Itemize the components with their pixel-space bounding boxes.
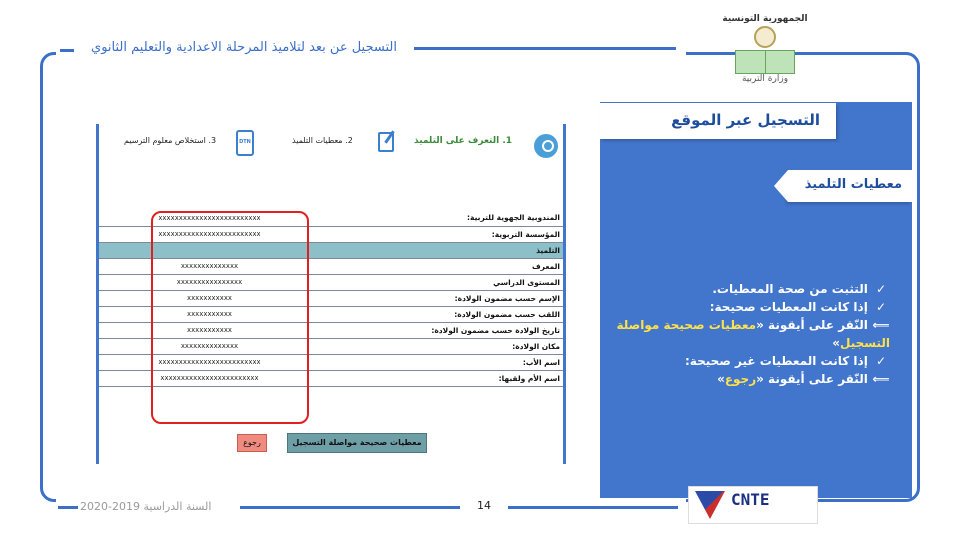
instruction-item (612, 316, 890, 352)
footer-line (508, 506, 678, 509)
field-value: xxxxxxxxxxxxxxxx (99, 274, 403, 290)
field-value: xxxxxxxxxxxxxx (99, 338, 403, 354)
step-3: 3. استخلاص معلوم الترسيم (124, 136, 217, 145)
field-value: xxxxxxxxxxxxxxxxxxxxxxxxx (99, 210, 403, 226)
field-label: تاريخ الولادة حسب مضمون الولادة: (403, 322, 563, 338)
step-1: 1. التعرف على التلميذ (414, 136, 513, 146)
instruction-item (612, 280, 890, 298)
field-label: المندوبية الجهوية للتربية: (403, 210, 563, 226)
phone-dtn-icon: DTN (236, 130, 254, 156)
field-label: اللقب حسب مضمون الولادة: (403, 306, 563, 322)
double-arrow-icon: ⟸ (872, 318, 890, 332)
school-year: السنة الدراسية 2019-2020 (80, 500, 212, 513)
instruction-text: النّقر على أيقونة « (756, 372, 868, 386)
header-line (414, 47, 676, 50)
check-icon: ✓ (875, 300, 887, 314)
step-2: 2. معطيات التلميذ (292, 136, 353, 145)
instruction-text: التثبت من صحة المعطيات. (712, 282, 868, 296)
instruction-highlight: رجوع (724, 372, 757, 386)
field-value: xxxxxxxxxxx (99, 322, 403, 338)
field-label: الإسم حسب مضمون الولادة: (403, 290, 563, 306)
header-dash (60, 49, 74, 52)
search-card-icon (534, 134, 558, 158)
cnte-logo (688, 486, 818, 524)
field-value: xxxxxxxxxxx (99, 306, 403, 322)
check-icon: ✓ (875, 354, 887, 368)
side-panel-subtitle: معطيات التلميذ (788, 170, 912, 202)
instruction-item (612, 298, 890, 316)
seal-icon (754, 26, 776, 48)
instruction-text: إذا كانت المعطيات صحيحة: (709, 300, 868, 314)
field-value: xxxxxxxxxxxxxxxxxxxxxxxxx (99, 226, 403, 242)
instruction-text: إذا كانت المعطيات غير صحيحة: (685, 354, 868, 368)
field-value: xxxxxxxxxxxxxxxxxxxxxxxxx (99, 354, 403, 370)
field-value: xxxxxxxxxxxxxx (99, 258, 403, 274)
footer-line (58, 506, 78, 509)
field-label: المؤسسة التربوية: (403, 226, 563, 242)
side-panel-title: التسجيل عبر الموقع (600, 103, 836, 139)
instruction-item (612, 352, 890, 370)
ministry-logo (715, 14, 815, 88)
registration-steps (96, 128, 566, 168)
instruction-text: النّقر على أيقونة « (756, 318, 868, 332)
field-label: اسم الأب: (403, 354, 563, 370)
field-value: xxxxxxxxxxxxxxxxxxxxxxxx (99, 370, 403, 386)
republic-label: الجمهورية التونسية (722, 14, 808, 24)
instruction-quote-end: » (832, 336, 840, 350)
instruction-item (612, 370, 890, 388)
highlight-box (151, 211, 309, 424)
notepad-edit-icon (378, 132, 394, 152)
instruction-quote-end: » (717, 372, 725, 386)
page-number: 14 (477, 499, 491, 512)
field-label: المعرف (403, 258, 563, 274)
check-icon: ✓ (875, 282, 887, 296)
back-button[interactable]: رجوع (237, 434, 267, 452)
book-icon (735, 50, 795, 74)
field-label: المستوى الدراسي (403, 274, 563, 290)
footer-line (240, 506, 460, 509)
double-arrow-icon: ⟸ (872, 372, 890, 386)
instruction-highlight: معطيات صحيحة مواصلة التسجيل (616, 318, 890, 350)
ministry-label: وزارة التربية (741, 74, 789, 84)
field-label: مكان الولادة: (403, 338, 563, 354)
cnte-emblem-icon (695, 491, 725, 519)
section-title: التلميذ (99, 242, 563, 258)
slide-header-title: التسجيل عن بعد لتلاميذ المرحلة الاعدادية والتعليم الثانوي (91, 40, 397, 55)
field-value: xxxxxxxxxxx (99, 290, 403, 306)
confirm-continue-button[interactable]: معطيات صحيحة مواصلة التسجيل (287, 433, 427, 453)
instructions-list (612, 280, 890, 388)
cnte-label: CNTE (731, 490, 770, 509)
field-label: اسم الأم ولقبها: (403, 370, 563, 386)
